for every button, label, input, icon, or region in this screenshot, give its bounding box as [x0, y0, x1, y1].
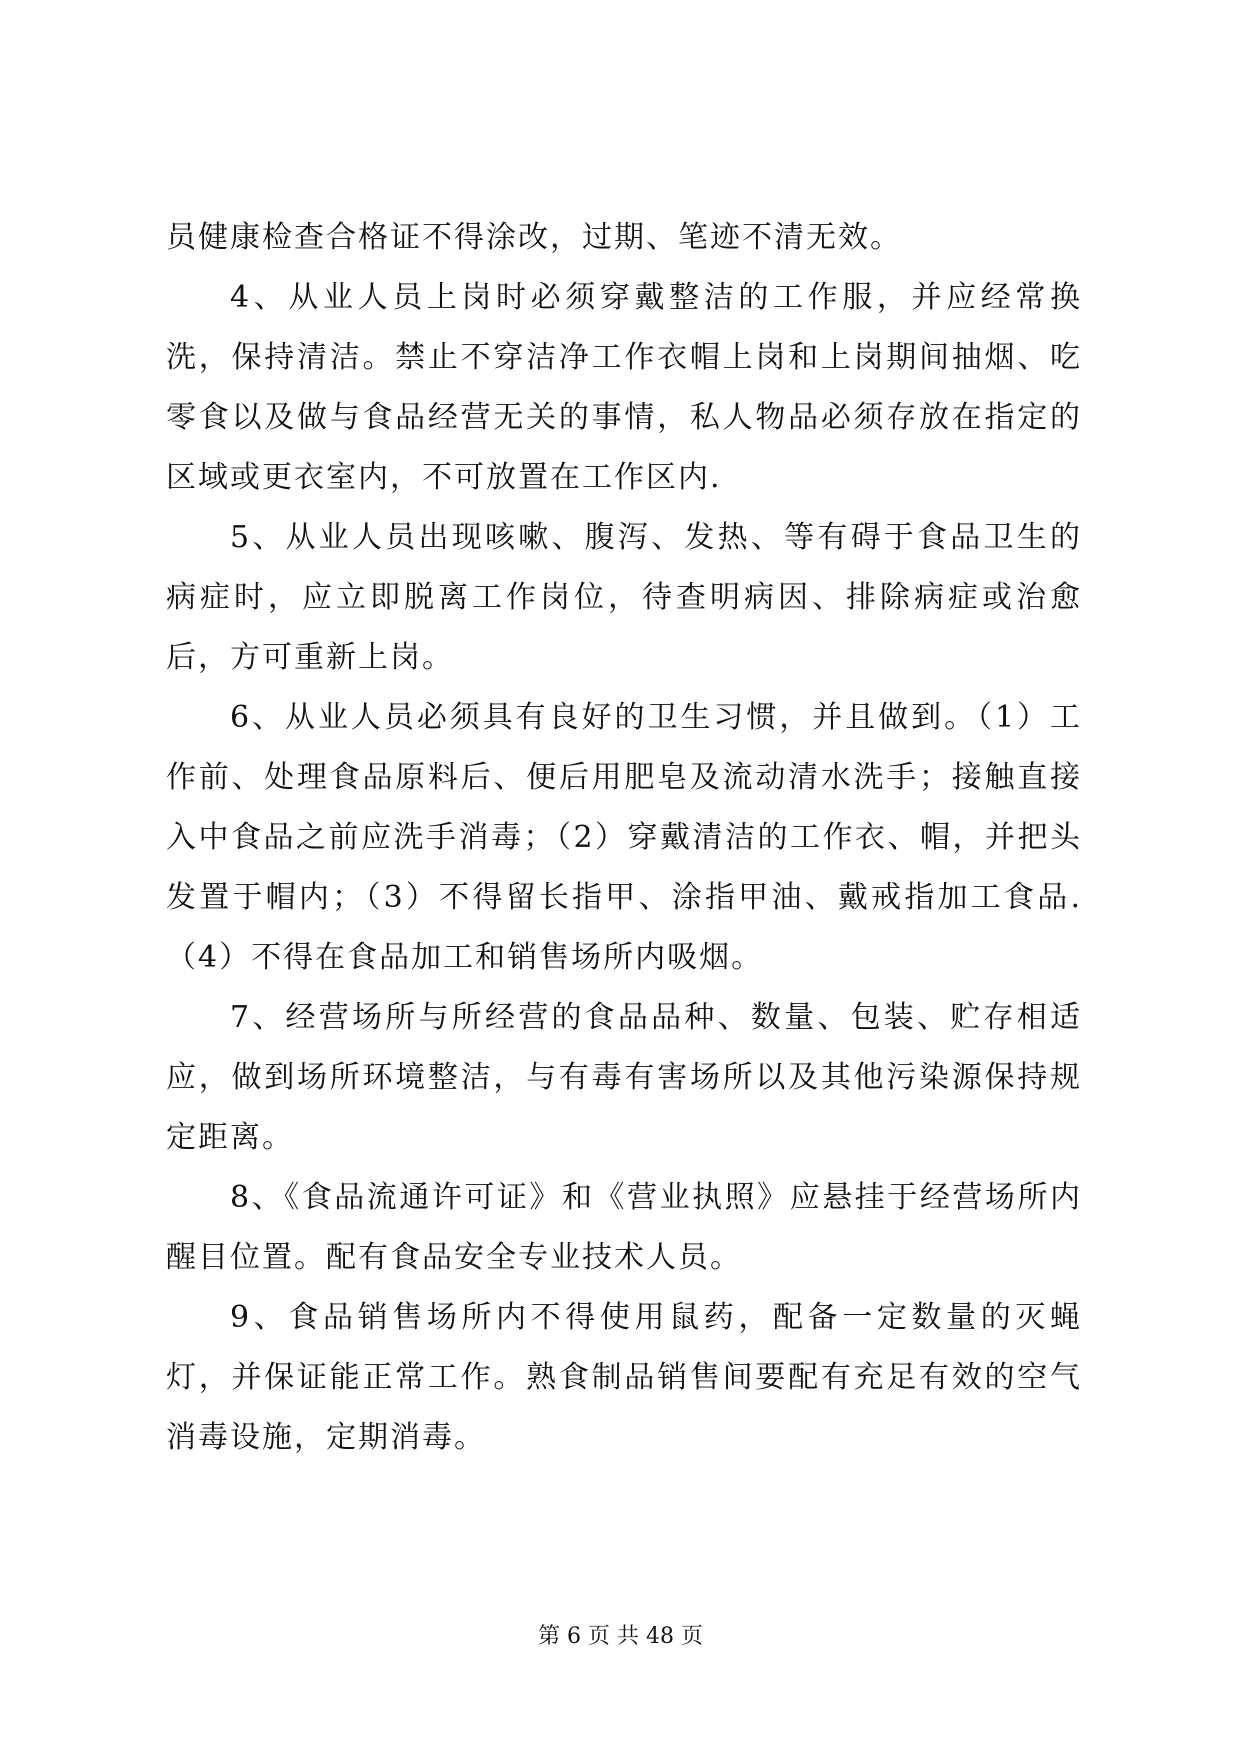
document-body	[166, 208, 1082, 1468]
paragraph-item-9: 9、食品销售场所内不得使用鼠药，配备一定数量的灭蝇灯，并保证能正常工作。熟食制品销售间要配有充足有效的空气消毒设施，定期消毒。	[166, 1300, 1082, 1455]
paragraph-item-5: 5、从业人员出现咳嗽、腹泻、发热、等有碍于食品卫生的病症时，应立即脱离工作岗位，待查明病因、排除病症或治愈后，方可重新上岗。	[166, 520, 1082, 675]
paragraph-item-7: 7、经营场所与所经营的食品品种、数量、包装、贮存相适应，做到场所环境整洁，与有毒有害场所以及其他污染源保持规定距离。	[166, 1000, 1082, 1155]
page-number-footer: 第 6 页 共 48 页	[538, 1624, 703, 1649]
paragraph-item-6: 6、从业人员必须具有良好的卫生习惯，并且做到。（1）工作前、处理食品原料后、便后用肥皂及流动清水洗手；接触直接入中食品之前应洗手消毒；（2）穿戴清洁的工作衣、帽，并把头发置于帽内；（3）不得留长指甲、涂指甲油、戴戒指加工食品.（4）不得在食品加工和销售场所内吸烟。	[166, 700, 1082, 975]
paragraph-item-4: 4、从业人员上岗时必须穿戴整洁的工作服，并应经常换洗，保持清洁。禁止不穿洁净工作衣帽上岗和上岗期间抽烟、吃零食以及做与食品经营无关的事情，私人物品必须存放在指定的区域或更衣室内，不可放置在工作区内.	[166, 280, 1082, 495]
paragraph-continuation: 员健康检查合格证不得涂改，过期、笔迹不清无效。	[166, 220, 902, 255]
paragraph-item-8: 8、《食品流通许可证》和《营业执照》应悬挂于经营场所内醒目位置。配有食品安全专业技术人员。	[166, 1180, 1082, 1275]
